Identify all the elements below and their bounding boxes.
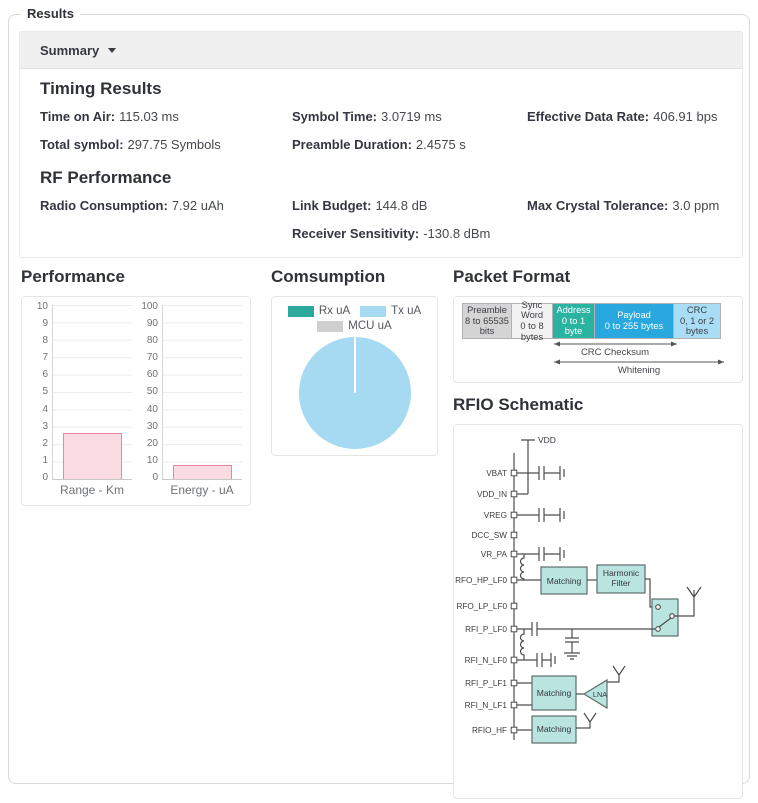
pin-label-rfi_n_lf1: RFI_N_LF1 <box>464 701 507 710</box>
results-columns <box>21 267 743 799</box>
performance-title: Performance <box>21 267 125 286</box>
y-tick-label: 5 <box>42 386 48 398</box>
packet-field-sync-word: Sync Word 0 to 8 bytes <box>511 303 553 339</box>
performance-charts-panel <box>21 296 251 506</box>
range-bar <box>63 433 121 479</box>
kv-time-on-air: Time on Air: 115.03 ms <box>40 109 179 124</box>
kv-radio-consumption: Radio Consumption: 7.92 uAh <box>40 198 224 213</box>
legend-swatch <box>360 306 386 317</box>
y-tick-label: 30 <box>146 420 158 432</box>
energy-bar-chart <box>140 301 242 497</box>
vdd-supply <box>514 435 556 494</box>
svg-text:Matching: Matching <box>536 724 572 734</box>
range-chart-yticks <box>30 301 52 483</box>
pin-label-vreg: VREG <box>483 511 507 520</box>
svg-text:Harmonic: Harmonic <box>602 568 640 578</box>
pin-rfio_hf <box>511 727 517 733</box>
summary-dropdown-label: Summary <box>40 42 100 58</box>
range-bar-chart <box>30 301 132 497</box>
results-fieldset <box>8 6 750 784</box>
kv-preamble-duration: Preamble Duration: 2.4575 s <box>292 137 466 152</box>
pin-label-vr_pa: VR_PA <box>480 550 507 559</box>
packet-field-address: Address 0 to 1 byte <box>552 303 595 339</box>
packet-format-panel <box>453 296 743 383</box>
y-tick-label: 1 <box>42 454 48 466</box>
pin-dcc_sw <box>511 532 517 538</box>
pin-rfi_p_lf0 <box>511 626 517 632</box>
y-tick-label: 50 <box>146 386 158 398</box>
y-tick-label: 100 <box>141 301 158 312</box>
legend-item-tx-ua <box>360 305 421 317</box>
pin-rfo_hp_lf0 <box>511 577 517 583</box>
chevron-down-icon <box>108 48 116 53</box>
rx-lf0-path <box>514 622 655 660</box>
pin-vdd_in <box>511 491 517 497</box>
vbat-capacitors <box>514 466 564 480</box>
legend-label: Rx uA <box>318 305 351 317</box>
pin-vbat <box>511 470 517 476</box>
whitening-annotation <box>554 360 724 376</box>
pin-label-rfo_lp_lf0: RFO_LP_LF0 <box>456 602 507 611</box>
pin-label-dcc_sw: DCC_SW <box>471 531 507 540</box>
y-tick-label: 4 <box>42 403 48 415</box>
rx-lf1-path <box>514 666 625 710</box>
pin-rfi_n_lf0 <box>511 657 517 663</box>
pin-label-rfi_n_lf0: RFI_N_LF0 <box>464 656 507 665</box>
energy-chart-yticks <box>140 301 162 483</box>
legend-label: MCU uA <box>348 320 392 332</box>
pie-slice-divider <box>354 337 356 393</box>
range-chart-plot <box>52 305 132 480</box>
vreg-capacitors <box>514 508 564 522</box>
legend-item-rx-ua <box>288 305 350 317</box>
svg-text:VDD: VDD <box>538 435 556 445</box>
svg-text:LNA: LNA <box>592 690 608 699</box>
pin-rfi_n_lf1 <box>511 702 517 708</box>
shunt-cap-ground <box>564 629 580 659</box>
pin-label-vdd_in: VDD_IN <box>476 490 507 499</box>
pin-label-rfo_hp_lf0: RFO_HP_LF0 <box>455 576 507 585</box>
results-legend: Results <box>21 6 80 21</box>
y-tick-label: 9 <box>42 318 48 330</box>
legend-swatch <box>317 321 343 332</box>
pin-vr_pa <box>511 551 517 557</box>
kv-symbol-time: Symbol Time: 3.0719 ms <box>292 109 442 124</box>
y-tick-label: 10 <box>36 301 48 312</box>
pie-legend <box>280 305 429 332</box>
kv-effective-data-rate: Effective Data Rate: 406.91 bps <box>527 109 718 124</box>
y-tick-label: 3 <box>42 420 48 432</box>
performance-section <box>21 267 251 506</box>
packet-field-preamble: Preamble 8 to 65535 bits <box>462 303 512 339</box>
right-column <box>453 267 743 799</box>
pin-rfo_lp_lf0 <box>511 603 517 609</box>
y-tick-label: 0 <box>152 471 158 483</box>
antenna-switch <box>652 587 701 636</box>
rf-performance-title: RF Performance <box>40 168 172 187</box>
y-tick-label: 20 <box>146 437 158 449</box>
pin-vreg <box>511 512 517 518</box>
pins <box>455 469 517 735</box>
kv-receiver-sensitivity: Receiver Sensitivity: -130.8 dBm <box>292 226 491 241</box>
energy-axis-label: Energy - uA <box>170 483 234 497</box>
y-tick-label: 10 <box>146 454 158 466</box>
packet-strip <box>462 299 734 342</box>
y-tick-label: 90 <box>146 318 158 330</box>
legend-label: Tx uA <box>391 305 422 317</box>
pin-label-rfio_hf: RFIO_HF <box>471 726 507 735</box>
y-tick-label: 40 <box>146 403 158 415</box>
packet-field-crc: CRC 0, 1 or 2 bytes <box>673 303 721 339</box>
kv-max-crystal-tolerance: Max Crystal Tolerance: 3.0 ppm <box>527 198 720 213</box>
packet-field-payload: Payload 0 to 255 bytes <box>594 303 674 339</box>
kv-link-budget: Link Budget: 144.8 dB <box>292 198 428 213</box>
rfio-schematic-drawing <box>454 425 742 798</box>
rfio-schematic-title: RFIO Schematic <box>453 395 584 414</box>
pin-label-vbat: VBAT <box>486 469 507 478</box>
energy-bar <box>173 465 231 479</box>
legend-item-mcu-ua <box>317 320 391 332</box>
pin-label-rfi_p_lf1: RFI_P_LF1 <box>465 679 507 688</box>
svg-text:Whitening: Whitening <box>617 365 661 375</box>
hf-antenna-icon <box>576 713 596 728</box>
rfio-schematic-panel <box>453 424 743 799</box>
svg-text:Filter: Filter <box>611 578 631 588</box>
consumption-pie-panel <box>271 296 438 456</box>
summary-dropdown[interactable] <box>20 32 742 69</box>
kv-total-symbol: Total symbol: 297.75 Symbols <box>40 137 221 152</box>
y-tick-label: 6 <box>42 369 48 381</box>
y-tick-label: 0 <box>42 471 48 483</box>
y-tick-label: 70 <box>146 352 158 364</box>
y-tick-label: 2 <box>42 437 48 449</box>
tx-path <box>514 565 655 607</box>
pin-rfi_p_lf1 <box>511 680 517 686</box>
rf-performance-grid <box>40 198 722 241</box>
consumption-pie-chart <box>299 337 411 449</box>
energy-chart-plot <box>162 305 242 480</box>
consumption-title: Comsumption <box>271 267 386 286</box>
pin-label-rfi_p_lf0: RFI_P_LF0 <box>465 625 507 634</box>
legend-swatch <box>288 306 314 317</box>
rfi-n-lf0-capacitors <box>514 653 555 667</box>
packet-format-title: Packet Format <box>453 267 571 286</box>
lf1-antenna-icon <box>607 666 625 682</box>
pa-inductor <box>521 554 525 580</box>
y-tick-label: 8 <box>42 335 48 347</box>
y-tick-label: 60 <box>146 369 158 381</box>
summary-body <box>20 69 742 257</box>
hf-path <box>514 713 596 743</box>
timing-results-grid <box>40 109 722 152</box>
svg-text:Matching: Matching <box>536 688 572 698</box>
summary-card <box>19 31 743 258</box>
y-tick-label: 7 <box>42 352 48 364</box>
svg-text:Matching: Matching <box>546 576 582 586</box>
rx-inductor <box>521 629 525 660</box>
timing-results-title: Timing Results <box>40 79 162 98</box>
packet-annotations <box>462 339 725 375</box>
y-tick-label: 80 <box>146 335 158 347</box>
range-axis-label: Range - Km <box>59 483 125 497</box>
svg-text:CRC Checksum: CRC Checksum <box>580 347 650 358</box>
crc-checksum-annotation <box>554 342 677 359</box>
consumption-section <box>271 267 438 456</box>
